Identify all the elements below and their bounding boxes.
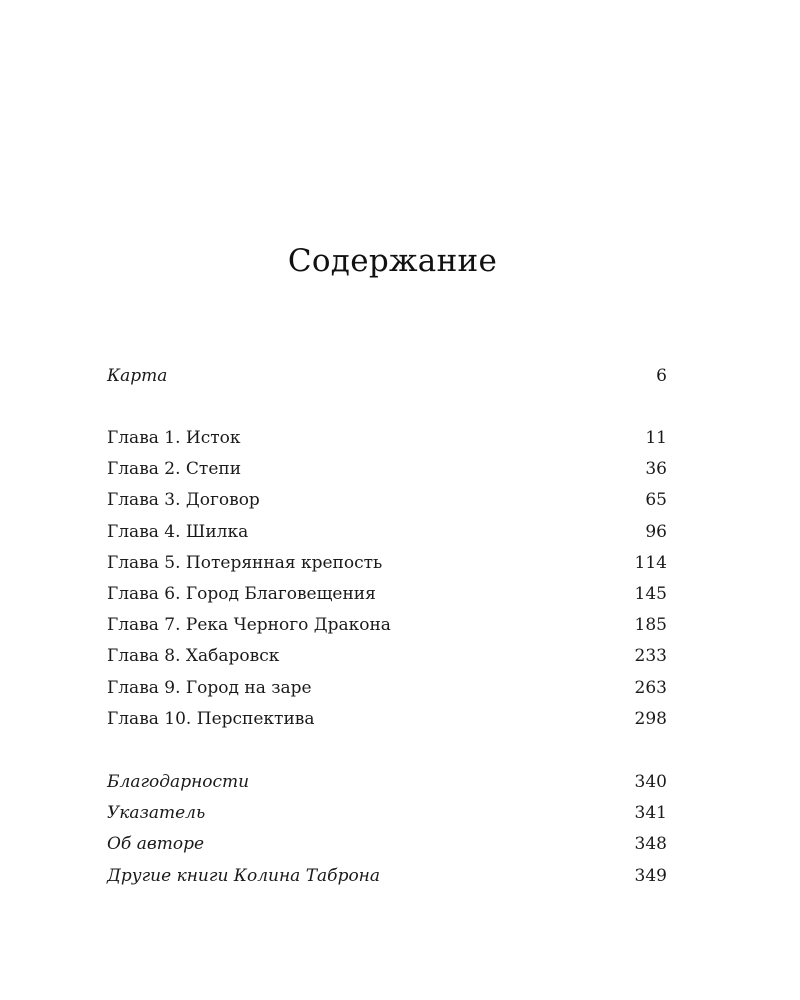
toc-entry-label: Глава 2. Степи [107,459,242,480]
toc-entry-label: Карта [107,366,168,386]
toc-entry [107,485,667,516]
toc-entry [107,798,667,829]
toc-entry-page: 298 [634,708,667,729]
toc-entry-label: Указатель [107,803,206,824]
toc-entry-page: 36 [645,459,667,480]
toc-entry [107,610,667,641]
toc-entry-label: Глава 3. Договор [107,490,260,511]
toc-entry [107,423,667,454]
toc-entry-label: Об авторе [107,834,205,855]
toc-entry-page: 233 [634,646,667,667]
toc-entry [107,579,667,610]
toc-entry-page: 263 [634,677,667,698]
chapter-list [107,423,667,735]
toc-entry-page: 348 [634,834,667,855]
toc-entry-page: 65 [645,490,667,511]
toc-entry-page: 6 [656,366,667,386]
toc-entry-page: 341 [634,803,667,824]
toc-entry-page: 185 [634,615,667,636]
toc-entry [107,361,667,392]
toc-entry [107,548,667,579]
toc-entry-label: Другие книги Колина Таброна [107,865,381,886]
toc-entry-page: 340 [634,772,667,792]
toc-entry-page: 96 [645,521,667,542]
page-title: Содержание [287,243,498,279]
toc-entry-label: Глава 5. Потерянная крепость [107,552,383,573]
toc-entry [107,704,667,735]
toc-entry [107,454,667,485]
toc-entry-label: Глава 9. Город на заре [107,677,312,698]
back-matter-list [107,767,667,892]
toc-entry-label: Благодарности [107,772,250,792]
toc-entry-page: 114 [634,552,667,573]
toc-entry [107,517,667,548]
toc-entry [107,673,667,704]
toc-entry [107,767,667,798]
toc-entry-page: 145 [634,583,667,604]
toc-entry-page: 11 [645,428,667,448]
toc-entry-label: Глава 6. Город Благовещения [107,583,376,604]
toc-entry-label: Глава 10. Перспектива [107,708,315,729]
toc-entry-label: Глава 8. Хабаровск [107,646,280,667]
toc-entry-label: Глава 7. Река Черного Дракона [107,615,391,636]
toc-entry [107,641,667,672]
toc-entry [107,829,667,860]
toc-entry-page: 349 [634,865,667,886]
toc-entry-label: Глава 1. Исток [107,428,241,448]
front-matter-list [107,361,667,392]
toc-entry-label: Глава 4. Шилка [107,521,249,542]
toc-entry [107,861,667,892]
